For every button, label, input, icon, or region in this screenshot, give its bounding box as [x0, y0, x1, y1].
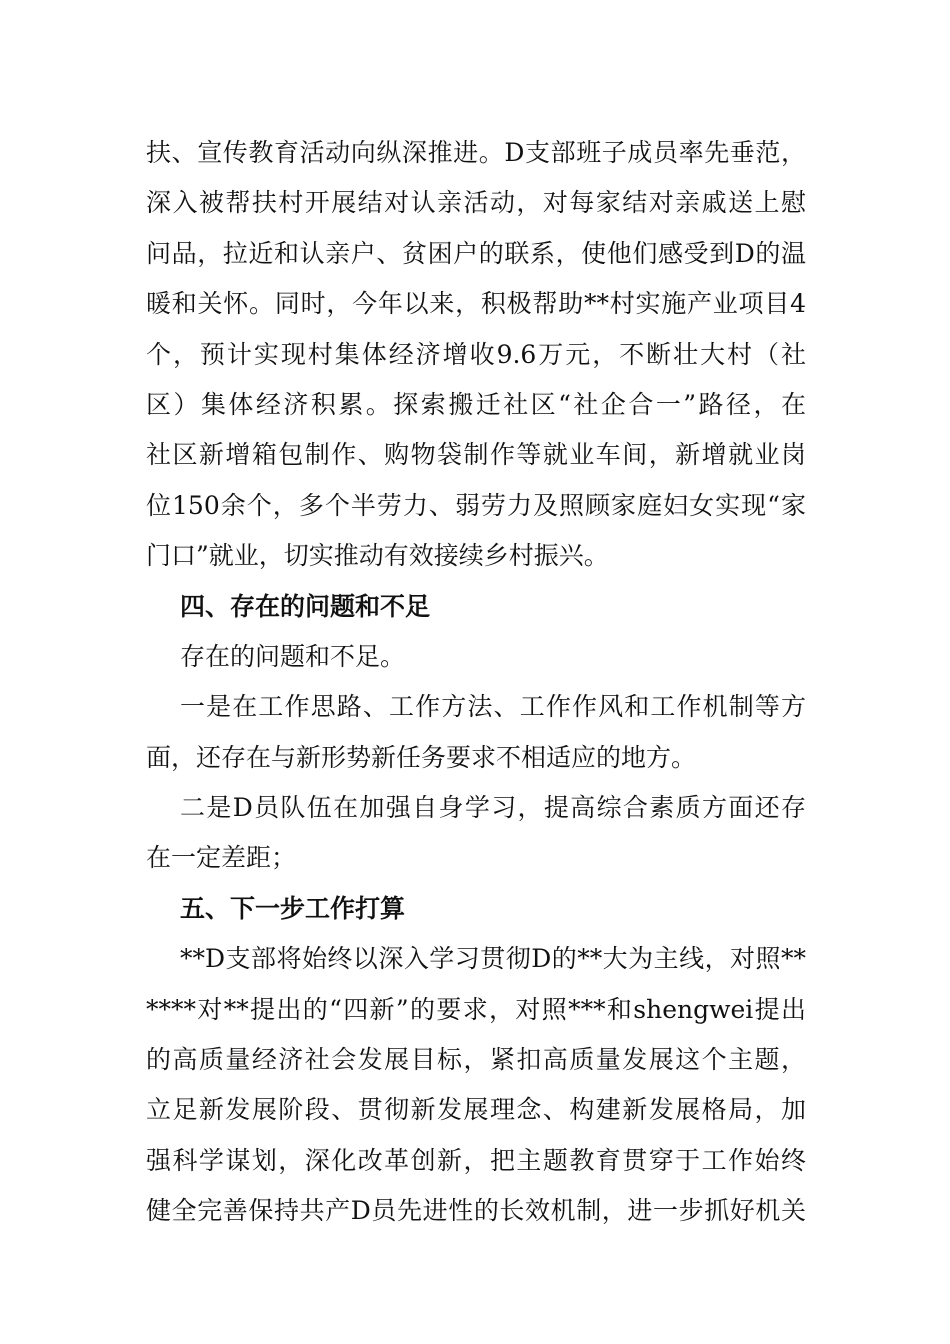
- paragraph-line: 立足新发展阶段、贯彻新发展理念、构建新发展格局，加: [146, 1095, 806, 1125]
- paragraph-line: **D支部将始终以深入学习贯彻D的**大为主线，对照**: [180, 944, 806, 974]
- paragraph-line: 二是D员队伍在加强自身学习，提高综合素质方面还存: [180, 793, 806, 823]
- paragraph-line: 社区新增箱包制作、购物袋制作等就业车间，新增就业岗: [146, 440, 806, 470]
- paragraph-line: 区）集体经济积累。探索搬迁社区“社企合一”路径，在: [146, 389, 806, 419]
- paragraph-line: 门口”就业，切实推动有效接续乡村振兴。: [146, 541, 609, 571]
- paragraph-line: 一是在工作思路、工作方法、工作作风和工作机制等方: [180, 692, 806, 722]
- paragraph-line: ****对**提出的“四新”的要求，对照***和shengwei提出: [146, 994, 806, 1024]
- paragraph-line: 强科学谋划，深化改革创新，把主题教育贯穿于工作始终: [146, 1145, 806, 1175]
- paragraph-line: 在一定差距；: [146, 843, 297, 873]
- paragraph-line: 面，还存在与新形势新任务要求不相适应的地方。: [146, 742, 697, 772]
- section-heading: 四、存在的问题和不足: [180, 591, 431, 621]
- document-body: [146, 128, 806, 1237]
- paragraph-line: 深入被帮扶村开展结对认亲活动，对每家结对亲戚送上慰: [146, 188, 806, 218]
- paragraph-line: 位150余个，多个半劳力、弱劳力及照顾家庭妇女实现“家: [146, 490, 806, 520]
- paragraph-line: 问品，拉近和认亲户、贫困户的联系，使他们感受到D的温: [146, 238, 806, 268]
- paragraph-line: 暖和关怀。同时，今年以来，积极帮助**村实施产业项目4: [146, 289, 806, 319]
- paragraph-line: 的高质量经济社会发展目标，紧扣高质量发展这个主题，: [146, 1045, 806, 1075]
- paragraph-line: 存在的问题和不足。: [180, 641, 406, 671]
- paragraph-line: 扶、宣传教育活动向纵深推进。D支部班子成员率先垂范，: [146, 138, 806, 167]
- paragraph-line: 个，预计实现村集体经济增收9.6万元，不断壮大村（社: [146, 339, 806, 369]
- section-heading: 五、下一步工作打算: [180, 893, 406, 923]
- paragraph-line: 健全完善保持共产D员先进性的长效机制，进一步抓好机关: [146, 1196, 806, 1226]
